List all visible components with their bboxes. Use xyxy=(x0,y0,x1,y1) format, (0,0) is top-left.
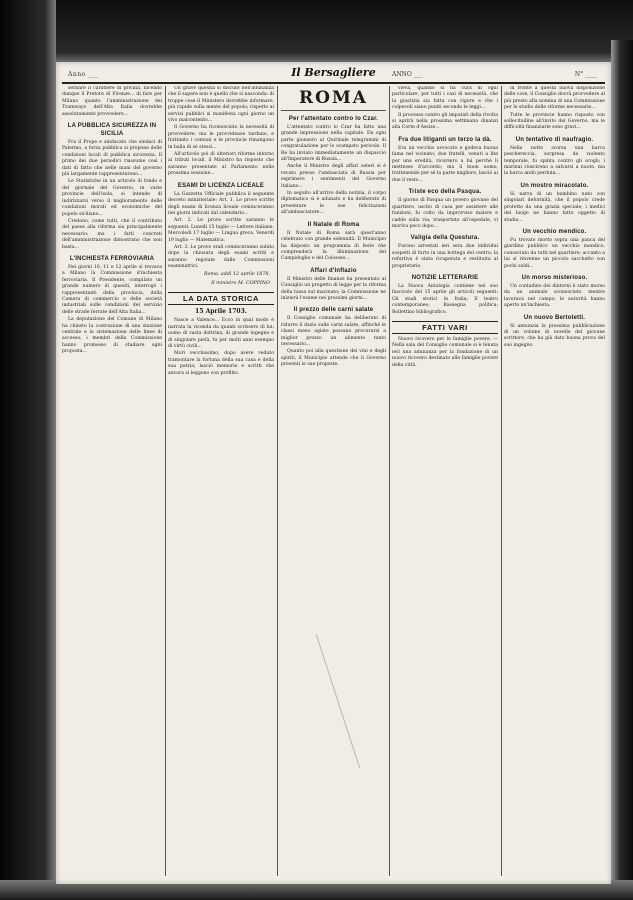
article-text: Furono arrestati ieri sera due individui sospetti di furto in una bottega del centro; la refurtiva è stata ricuperata e restituita al proprietario. xyxy=(392,244,498,269)
section-heading-roma: ROMA xyxy=(281,88,386,111)
article-text: Il Governo ha riconosciuto la necessità di provvedere; ma le provvidenze tardano, e frattanto i comuni e le provincie rimangono in balia di sé stessi... xyxy=(168,125,274,150)
article-text: Art. 3. Le prove orali cominceranno subito dopo la chiusura degli esami scritti e saranno regolate dalle Commissioni esaminatrici. xyxy=(168,244,274,270)
article-text: Il processo contro gli imputati della rivolta si aprirà nella prossima settimana dinanzi alla Corte d'Assise... xyxy=(392,112,498,131)
article-text: Fra il Prope e sindacato che sindaci di Palermo, a forza pubblica si propone delle condizioni locali di pubblica sicurezza. Il primo dei due periodici riassume così i dati di fatto che nelle mani del governo più largamente rappresentarono... xyxy=(62,140,162,178)
section-heading-data-storica: LA DATA STORICA xyxy=(168,292,274,305)
article-text: Nasce a Valence... Ecco in qual modo è narrata la vicenda da quanti scrissero di lui: uomo di vasta dottrina, di grande ingegno e di singolare pietà, fu per molti anni esempio di virtù civili... xyxy=(168,318,274,349)
article-text: Credono, come tutti, che il contributo del paese alla riforma sia principalmente necessario; ma i fatti concreti dell'amministrazione dimostrano che non basta... xyxy=(62,218,162,250)
column-rule xyxy=(165,86,166,876)
article-text: Art. 2. Le prove scritte saranno le seguenti: Lunedì 15 luglio — Lettere italiane. Mercoledì 17 luglio — Lingua greca. Venerdì 19 luglio — Matematica. xyxy=(168,218,274,243)
article-text: vieva, quando si ha cura di ogni particolare, per tutti i casi di necessità, che la giustizia sia fatta con rigore e che i colpevoli siano puniti secondo le leggi... xyxy=(392,86,498,111)
article-text: La deputazione del Comune di Milano ha chiesto la costruzione di una stazione centrale e la sistemazione delle linee di accesso; i membri della Commissione hanno promesso di studiare ogni proposta... xyxy=(62,317,162,355)
article-heading: ESAMI DI LICENZA LICEALE xyxy=(177,182,265,189)
article-text: La Nuova Antologia contiene nel suo fascicolo del 15 aprile gli articoli seguenti: Gli studi storici in Italia; Il teatro contemporaneo; Rassegna politica; Bollettino bibliografico. xyxy=(392,283,498,315)
section-heading-notizie-letterarie: NOTIZIE LETTERARIE xyxy=(411,274,479,281)
historic-date: 15 Aprile 1703. xyxy=(195,308,247,316)
column-1 xyxy=(62,86,162,876)
scan-right-shadow xyxy=(611,40,633,900)
article-heading: Per l'attentato contro lo Czar. xyxy=(288,116,379,122)
article-heading: L'INCHIESTA FERROVIARIA xyxy=(69,255,155,262)
article-heading: Triste eco della Pasqua. xyxy=(408,189,482,196)
article-heading: Affari d'Inflazio xyxy=(310,267,357,274)
article-text: All'articolo poi di ulteriori riforme intorno ai tributi locali, il Ministro ha risposto che saranno presentate al Parlamento nella prossima sessione... xyxy=(168,152,274,177)
article-text: Le Statistiche in un articolo di fondo e del giornale del Governo, in varie provincie dell'isola, si intende di indirizzarsi verso il miglioramento delle condizioni morali ed economiche del popolo siciliano... xyxy=(62,179,162,217)
masthead-year: ANNO ___ xyxy=(392,71,423,78)
article-text: Tutte le provincie hanno risposto con sollecitudine all'invito del Governo, ma le difficoltà finanziarie sono gravi... xyxy=(504,112,605,131)
masthead-issue-left: Anno ___ xyxy=(68,71,99,78)
article-heading: Valigia della Questura. xyxy=(410,235,480,242)
article-heading: LA PUBBLICA SICUREZZA IN SICILIA xyxy=(67,123,157,138)
article-heading: Un morso misterioso. xyxy=(521,274,588,281)
article-text: di fronte a questa nuova disposizione delle cose, il Consiglio dovrà provvedere al più presto alla nomina di una Commissione per lo studio delle riforme necessarie... xyxy=(504,86,605,111)
article-text: Era un vecchio avvocato e godeva buona fama nel vicinato; due fratelli, venuti a lite per una eredità, ricorsero a lui perché li mettesse d'accordo; ma il buon uomo, trattenendo per sé la parte migliore, lasciò ai due il resto... xyxy=(392,145,498,183)
article-text: Anche il Ministro degli affari esteri si è recato presso l'ambasciata di Russia per esprimere i sentimenti del Governo italiano... xyxy=(281,164,386,189)
article-heading: Fra due litiganti un terzo la dà. xyxy=(398,136,492,143)
article-text: In seguito all'arrivo della notizia, il corpo diplomatico si è adunato e ha deliberato di presentare le sue felicitazioni all'ambasciatore... xyxy=(281,191,386,216)
scan-top-shadow xyxy=(0,0,633,62)
article-heading: Il Natale di Roma xyxy=(307,221,360,228)
column-4 xyxy=(392,86,498,876)
article-text: La Gazzetta Ufficiale pubblica il seguente decreto ministeriale: Art. 1. Le prove scritte degli esami di licenza liceale cominceranno nei giorni indicati dal calendario... xyxy=(168,191,274,216)
article-text: Nella notte scorsa una barca peschereccia, sorpresa da violento temporale, fu spinta contro gli scogli; i marinai riuscirono a salvarsi a nuoto, ma la barca andò perduta... xyxy=(504,145,605,177)
column-5 xyxy=(504,86,605,876)
newspaper-page xyxy=(56,62,611,884)
article-text: Fu trovato morto sopra una panca del giardino pubblico un vecchio mendico, conosciuto da tutti nel quartiere; accanto a lui si rinvenne un piccolo sacchetto con pochi soldi... xyxy=(504,237,605,269)
article-text: Si narra di un bambino nato con singolari deformità, che il popolo crede protetto da una grazia speciale; i medici del luogo ne hanno fatto oggetto di studio... xyxy=(504,191,605,223)
masthead xyxy=(62,66,605,84)
article-heading: Un vecchio mendico. xyxy=(522,228,587,235)
column-rule xyxy=(277,86,278,876)
masthead-number: N° ____ xyxy=(574,71,597,78)
article-text: Quanto poi alla questione dei vini e degli spiriti, il Municipio attende che il Governo presenti le sue proposte. xyxy=(281,349,386,368)
article-text: L'attentato contro lo Czar ha fatto una grande impressione nella capitale. Da ogni parte giunsero al Quirinale telegrammi di congratulazione per lo scampato pericolo. Il Re ha inviato immediatamente un dispaccio all'Imperatore di Russia... xyxy=(281,125,386,163)
article-heading: Un nuovo Bertoletti. xyxy=(523,314,586,321)
article-heading: Il prezzo delle carni salate xyxy=(293,307,374,314)
article-text: serbare il carattere di privata, facendo dunque il Pretore di Firenze... di fare per Milano quanto l'amministrazione dei Tramways dell'Alta Italia dovrebbe assolutamente provvedere... xyxy=(62,86,162,117)
article-text: Nei giorni 10, 11 e 12 aprile si trovava a Milano la Commissione d'inchiesta ferroviaria. Il Presidente, compilato un grande numero di quesiti, interrogò i rappresentanti della provincia, della Camera di commercio e delle società industriali sulle condizioni del servizio delle strade ferrate dell'Alta Italia... xyxy=(62,264,162,315)
masthead-title: Il Bersagliere xyxy=(291,66,376,79)
article-heading: Un tentativo di naufragio. xyxy=(515,136,594,143)
article-text: Un contadino dei dintorni è stato morso da un animale sconosciuto mentre lavorava nel campo; le autorità hanno aperto un'inchiesta. xyxy=(504,283,605,309)
decree-signature: Il ministro M. COPPINO xyxy=(211,280,270,286)
article-heading: Un mostro miracolato. xyxy=(520,182,589,189)
article-text: Morì vecchissimo, dopo avere veduto tramontare la fortuna della sua casa e della sua patria; lasciò memorie e scritti che ancora si leggono con profitto. xyxy=(168,351,274,376)
decree-place-date: Roma, addì 12 aprile 1878. xyxy=(203,271,270,277)
article-text: Si annunzia la prossima pubblicazione di un volume di novelle del giovane scrittore, che ha già dato buona prova del suo ingegno. xyxy=(504,323,605,348)
article-text: Il Natale di Roma sarà quest'anno celebrato con grande solennità. Il Municipio ha disposto un programma di feste che comprenderà la illuminazione del Campidoglio e del Colosseo... xyxy=(281,230,386,262)
article-text: Il Consiglio comunale ha deliberato di ridurre il dazio sulle carni salate, affinché le classi meno agiate possano procurarsi a miglior prezzo un alimento tanto necessario... xyxy=(281,316,386,347)
column-rule xyxy=(501,86,502,876)
section-heading-fatti-vari: FATTI VARI xyxy=(392,321,498,334)
scan-left-shadow xyxy=(0,0,56,900)
article-text: Il Ministro delle finanze ha presentato al Consiglio un progetto di legge per la riforma della tassa sul macinato; la Commissione ne inizierà l'esame nei prossimi giorni... xyxy=(281,276,386,301)
column-2 xyxy=(168,86,274,876)
article-text: Nuovo ricovero per le famiglie povere. — Nella sala del Consiglio comunale si è tenuta ieri una adunanza per la fondazione di un nuovo ricovero destinato alle famiglie povere della città. xyxy=(392,336,498,368)
article-text: Il giorno di Pasqua un povero giovane del quartiere, uscito di casa per assistere alle funzioni, fu colto da improvviso malore e cadde sulla via; trasportato all'ospedale, vi moriva poco dopo... xyxy=(392,198,498,229)
article-text: Un grave quesita si discute nell'adunanza che il sapere non è quello che si nasconda: di troppe cose il Ministero dovrebbe informare, più rapide sulla mente del popolo; rispetto ai servizi pubblici si manifesta ogni giorno un vivo malcontento... xyxy=(168,86,274,124)
